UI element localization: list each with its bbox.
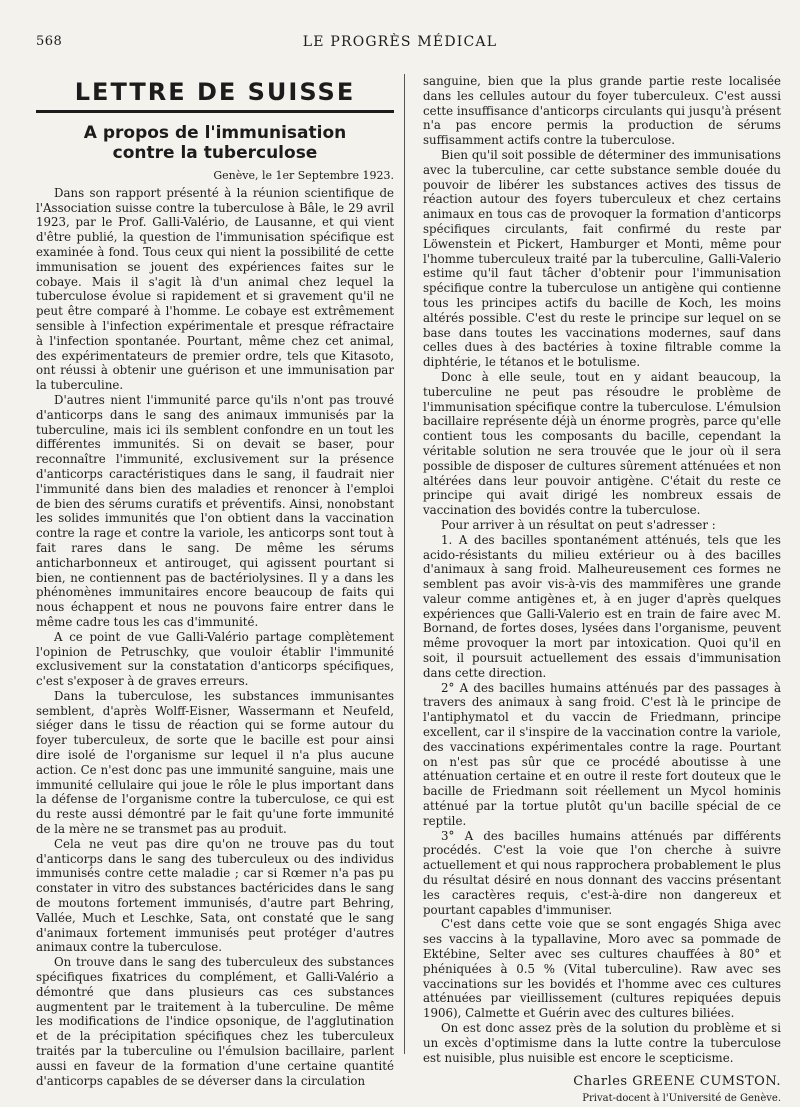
dateline: Genève, le 1er Septembre 1923.	[213, 169, 394, 182]
paragraph: 3° A des bacilles humains atténués par différents procédés. C'est la voie que l'on cherche à suivre actuellement et qui nous rapprochera probablement le plus du résultat désiré en nous donnant des vaccins présentant les caractères requis, c'est-à-dire non dangereux et pourtant capables d'immuniser.	[423, 828, 781, 917]
paragraph: Donc à elle seule, tout en y aidant beaucoup, la tuberculine ne peut pas résoudre le problème de l'immunisation spécifique contre la tuberculose. L'émulsion bacillaire représente déjà un énorme progrès, parce qu'elle contient tous les composants du bacille, cependant la véritable solution ne sera trouvée que le jour où il sera possible de disposer de cultures sûrement atténuées et non altérées dans leur pouvoir antigène. C'était du reste ce principe qui avait dirigé les nombreux essais de vaccination des bovidés contre la tuberculose.	[423, 369, 781, 518]
article-title-line-1: A propos de l'immunisation	[83, 123, 347, 143]
section-title: LETTRE DE SUISSE	[36, 78, 394, 113]
paragraph: sanguine, bien que la plus grande partie reste localisée dans les cellules autour du foyer tuberculeux. C'est aussi cette insuffisance d'anticorps circulants qui jusqu'à présent n'a pas encore permis la production de sérums suffisamment actifs contre la tuberculose.	[423, 74, 781, 148]
page-number: 568	[36, 34, 63, 49]
author-affiliation: Privat-docent à l'Université de Genève.	[582, 1093, 781, 1105]
author-signature: Charles GREENE CUMSTON.	[573, 1074, 781, 1090]
paragraph: Bien qu'il soit possible de déterminer des immunisations avec la tuberculine, car cette substance semble douée du pouvoir de libérer les substances actives des tissus de réaction autour des foyers tuberculeux et chez certains animaux en tous cas de provoquer la formation d'anticorps spécifiques circulants, fait confirmé du reste par Löwenstein et Pickert, Hamburger et Monti, même pour l'homme tuberculeux traité par la tuberculine, Galli-Valerio estime qu'il faut tâcher d'obtenir pour l'immunisation spécifique contre la tuberculose un antigène qui contienne tous les principes actifs du bacille de Koch, les moins altérés possible. C'est du reste le principe sur lequel on se base dans toutes les vaccinations modernes, sauf dans celles dues à des bactéries à toxine filtrable comme la diphtérie, le tétanos et le botulisme.	[423, 147, 781, 370]
paragraph: 2° A des bacilles humains atténués par des passages à travers des animaux à sang froid. C'est là le principe de l'antiphymatol et du vaccin de Friedmann, principe excellent, car il s'inspire de la vaccination contre la variole, des vaccinations expérimentales contre la rage. Pourtant on n'est pas sûr que ce procédé aboutisse à une atténuation certaine et en outre il reste fort douteux que le bacille de Friedmann soit réellement un Mycol hominis atténué par la tortue plutôt qu'un bacille spécial de ce reptile.	[423, 680, 781, 828]
paragraph: On est donc assez près de la solution du problème et si un excès d'optimisme dans la lutte contre la tuberculose est nuisible, plus nuisible est encore le scepticisme.	[423, 1021, 781, 1065]
running-head: LE PROGRÈS MÉDICAL	[302, 34, 498, 50]
left-column	[36, 74, 405, 1088]
article-title-line-2: contre la tuberculose	[112, 143, 318, 163]
paragraph: C'est dans cette voie que se sont engagés Shiga avec ses vaccins à la typallavine, Moro avec sa pommade de Ektébine, Selter avec ses cultures chauffées à 80° et phéniquées à 0.5 % (Vital tuberculine). Raw avec ses vaccinations sur les bovidés et l'homme avec ces cultures atténuées par vieillissement (cultures repiquées depuis 1906), Calmette et Guérin avec des cultures biliées.	[423, 917, 781, 1021]
paragraph: A ce point de vue Galli-Valério partage complètement l'opinion de Petruschky, que vouloir établir l'immunité exclusivement sur la constatation d'anticorps spécifiques, c'est s'exposer à de graves erreurs.	[36, 629, 394, 689]
article-columns	[36, 74, 781, 1105]
paragraph: Cela ne veut pas dire qu'on ne trouve pas du tout d'anticorps dans le sang des tuberculeux ou des individus immunisés contre cette maladie ; car si Rœmer n'a pas pu constater in vitro des substances bactéricides dans le sang de moutons fortement immunisés, d'autre part Behring, Vallée, Much et Leschke, Sata, ont constaté que le sang d'animaux fortement immunisés peut protéger d'autres animaux contre la tuberculose.	[36, 836, 394, 955]
right-column	[419, 74, 781, 1105]
article-title	[36, 123, 394, 163]
paragraph: Pour arriver à un résultat on peut s'adresser :	[441, 517, 716, 532]
paragraph: 1. A des bacilles spontanément atténués, tels que les acido-résistants du milieu extérieur ou à des bacilles d'animaux à sang froid. Malheureusement ces formes ne semblent pas avoir vis-à-vis des mammifères une grande valeur comme antigènes et, à en juger d'après quelques expériences que Galli-Valerio est en train de faire avec M. Bornand, de fortes doses, lysées dans l'organisme, peuvent même provoquer la mort par intoxication. Quoi qu'il en soit, il poursuit actuellement des essais d'immunisation dans cette direction.	[423, 532, 781, 680]
paragraph: D'autres nient l'immunité parce qu'ils n'ont pas trouvé d'anticorps dans le sang des animaux immunisés par la tuberculine, mais ici ils semblent confondre en un tout les différentes immunités. Si on devait se baser, pour reconnaître l'immunité, exclusivement sur la présence d'anticorps caractéristiques dans le sang, il faudrait nier l'immunité dans bien des maladies et renoncer à l'emploi de bien des sérums curatifs et préventifs. Ainsi, nonobstant les solides immunités que l'on obtient dans la vaccination contre la rage et contre la variole, les anticorps sont tout à fait rares dans le sang. De même les sérums anticharbonneux et antirouget, qui agissent pourtant si bien, ne contiennent pas de bactériolysines. Il y a dans les phénomènes immunitaires encore beaucoup de faits qui nous échappent et nous ne pouvons faire entrer dans le même cadre tous les cas d'immunité.	[36, 392, 394, 629]
paragraph: Dans son rapport présenté à la réunion scientifique de l'Association suisse contre la tuberculose à Bâle, le 29 avril 1923, par le Prof. Galli-Valério, de Lausanne, et qui vient d'être publié, la question de l'immunisation spécifique est examinée à fond. Tous ceux qui nient la possibilité de cette immunisation se jouent des expériences faites sur le cobaye. Mais il s'agit là d'un animal chez lequel la tuberculose évolue si rapidement et si gravement qu'il ne peut être comparé à l'homme. Le cobaye est extrêmement sensible à l'infection expérimentale et presque réfractaire à l'infection spontanée. Pourtant, même chez cet animal, des expérimentateurs de premier ordre, tels que Kitasoto, ont réussi à obtenir une guérison et une immunisation par la tuberculine.	[36, 185, 394, 393]
paragraph: Dans la tuberculose, les substances immunisantes semblent, d'après Wolff-Eisner, Wassermann et Neufeld, siéger dans le tissu de réaction qui se forme autour du foyer tuberculeux, de sorte que le bacille est pour ainsi dire isolé de l'organisme sur lequel il n'a plus aucune action. Ce n'est donc pas une immunité sanguine, mais une immunité cellulaire qui joue le rôle le plus important dans la défense de l'organisme contre la tuberculose, ce qui est du reste aussi démontré par le fait qu'une forte immunité de la mère ne se transmet pas au produit.	[36, 688, 394, 837]
paragraph: On trouve dans le sang des tuberculeux des substances spécifiques fixatrices du complément, et Galli-Valério a démontré que dans plusieurs cas ces substances augmentent par le traitement à la tuberculine. De même les modifications de l'indice opsonique, de l'agglutination et de la précipitation spécifiques chez les tuberculeux traités par la tuberculine ou l'émulsion bacillaire, parlent aussi en faveur de la formation d'une certaine quantité d'anticorps capables de se déverser dans la circulation	[36, 955, 394, 1088]
